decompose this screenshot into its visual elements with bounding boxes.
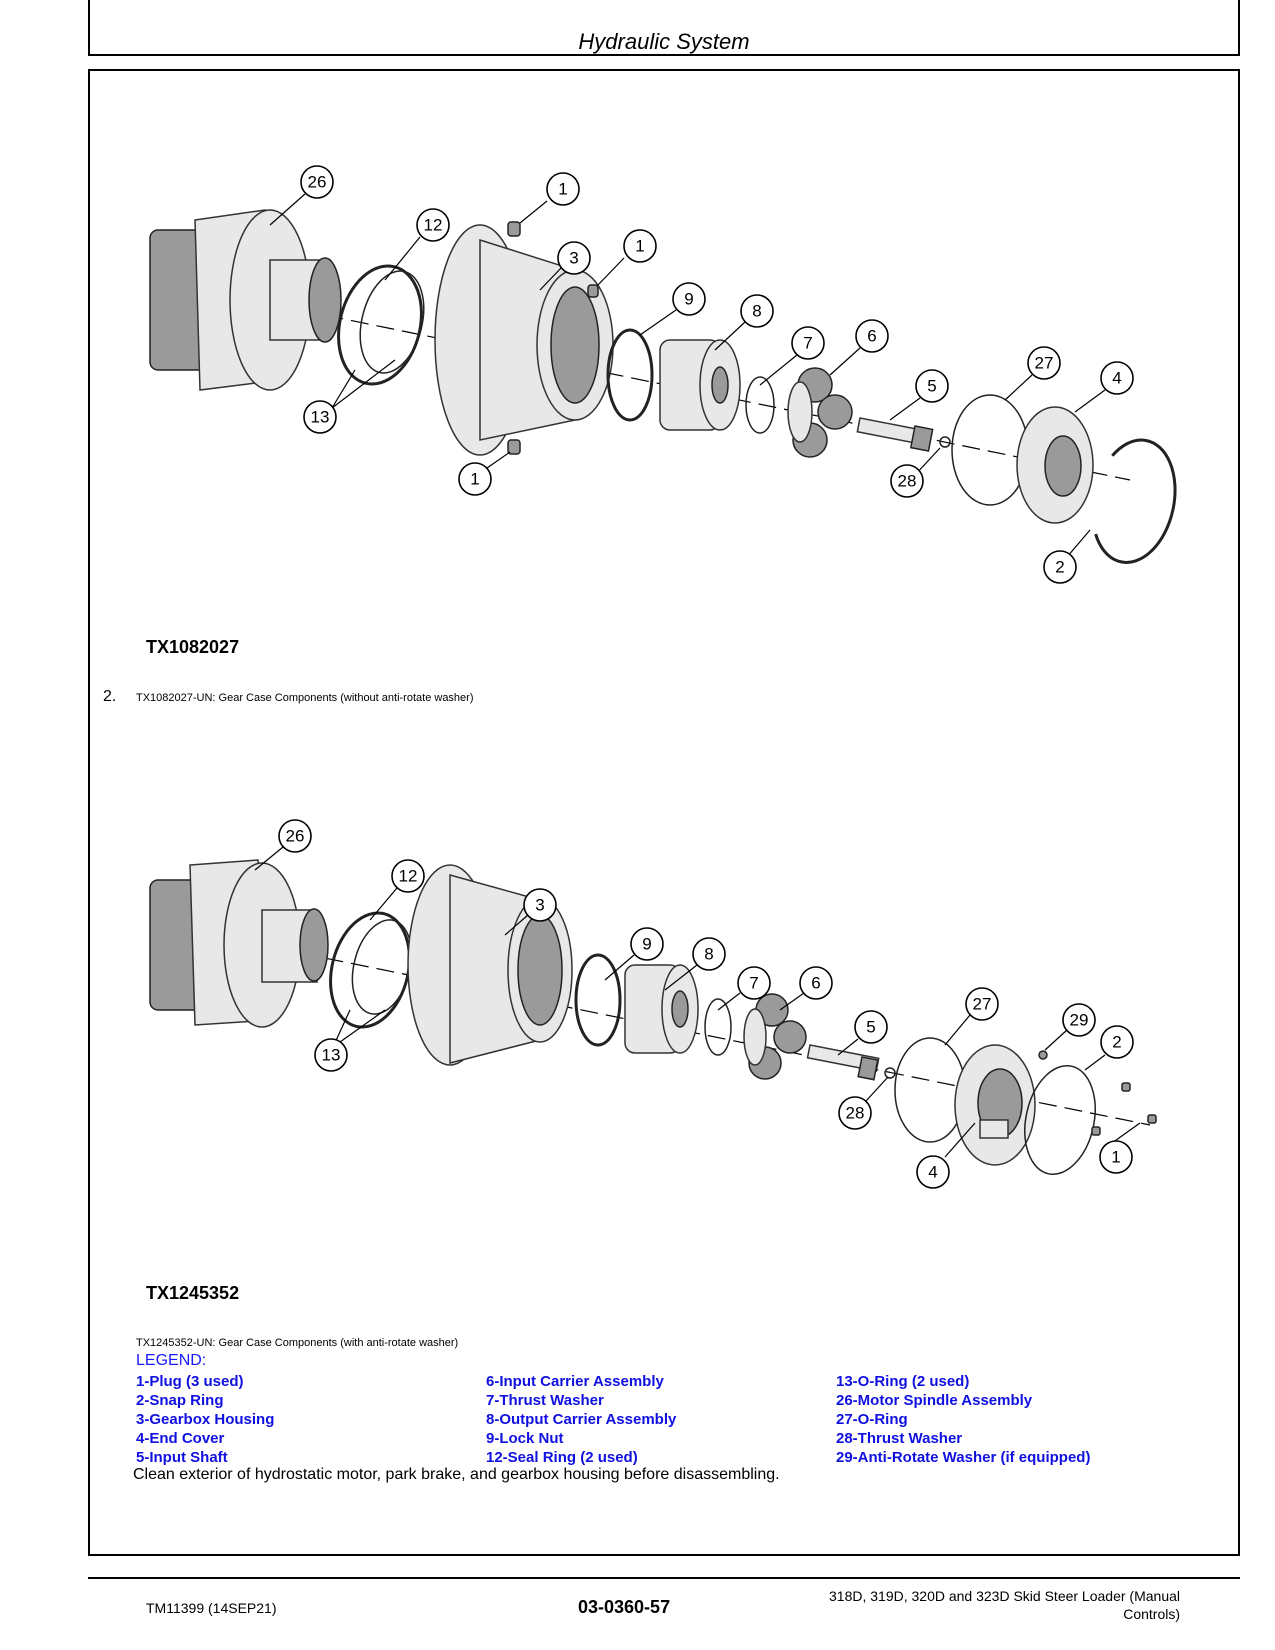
manual-title-line-1: 318D, 319D, 320D and 323D Skid Steer Loader (Manual: [829, 1588, 1180, 1604]
callout-27: [966, 988, 998, 1020]
svg-text:12: 12: [423, 215, 443, 235]
svg-text:7: 7: [803, 333, 813, 353]
manual-number: TM11399 (14SEP21): [146, 1600, 277, 1616]
header-title: Hydraulic System: [578, 29, 750, 54]
step-number: 2.: [103, 688, 117, 705]
manual-title: [760, 1587, 1180, 1623]
callout-27: [1028, 347, 1060, 379]
motor-spindle-assembly-drawing: [150, 210, 341, 390]
legend-item: 28-Thrust Washer: [836, 1430, 963, 1447]
output-carrier-drawing: [660, 340, 740, 430]
legend-item: 12-Seal Ring (2 used): [486, 1449, 638, 1466]
legend-item: 29-Anti-Rotate Washer (if equipped): [836, 1449, 1091, 1466]
callout-26: [279, 820, 311, 852]
svg-text:26: 26: [307, 172, 327, 192]
callout-2: [1044, 551, 1076, 583]
figure-id-1: TX1082027: [146, 637, 240, 657]
callout-1: [547, 173, 579, 205]
callout-5: [916, 370, 948, 402]
callout-2: [1101, 1026, 1133, 1058]
callout-13: [315, 1039, 347, 1071]
gear-case-illustration-2: [0, 805, 1275, 1205]
motor-spindle-assembly-drawing: [150, 860, 328, 1027]
svg-text:9: 9: [642, 934, 652, 954]
callout-28: [891, 465, 923, 497]
legend-item: 8-Output Carrier Assembly: [486, 1411, 677, 1428]
legend-item: 26-Motor Spindle Assembly: [836, 1392, 1033, 1409]
legend-title: LEGEND:: [136, 1352, 207, 1369]
legend-column-1: [136, 1372, 274, 1467]
legend-item: 1-Plug (3 used): [136, 1373, 244, 1390]
input-carrier-drawing: [744, 994, 806, 1079]
callout-9: [631, 928, 663, 960]
callout-4: [1101, 362, 1133, 394]
svg-text:1: 1: [470, 469, 480, 489]
callout-7: [738, 967, 770, 999]
svg-text:9: 9: [684, 289, 694, 309]
callout-6: [800, 967, 832, 999]
svg-text:3: 3: [535, 895, 545, 915]
callout-1: [1100, 1141, 1132, 1173]
svg-text:3: 3: [569, 248, 579, 268]
svg-text:1: 1: [635, 236, 645, 256]
callout-6: [856, 320, 888, 352]
svg-text:1: 1: [1111, 1147, 1121, 1167]
svg-text:6: 6: [867, 326, 877, 346]
instruction-text: Clean exterior of hydrostatic motor, park brake, and gearbox housing before disassembling.: [133, 1466, 780, 1483]
svg-text:7: 7: [749, 973, 759, 993]
legend-item: 9-Lock Nut: [486, 1430, 564, 1447]
callout-7: [792, 327, 824, 359]
svg-text:28: 28: [845, 1103, 865, 1123]
input-shaft-drawing: [857, 418, 932, 451]
svg-text:5: 5: [866, 1017, 876, 1037]
callout-4: [917, 1156, 949, 1188]
legend-item: 3-Gearbox Housing: [136, 1411, 275, 1428]
legend-item: 6-Input Carrier Assembly: [486, 1373, 664, 1390]
figure-exploded-view-2: [0, 805, 1275, 1205]
svg-text:27: 27: [972, 994, 992, 1014]
callout-12: [392, 860, 424, 892]
manual-title-line-2: Controls): [1123, 1606, 1180, 1622]
end-cover-drawing: [955, 1045, 1035, 1165]
callout-1: [459, 463, 491, 495]
svg-text:26: 26: [285, 826, 305, 846]
svg-text:6: 6: [811, 973, 821, 993]
callout-8: [741, 295, 773, 327]
svg-text:8: 8: [704, 944, 714, 964]
svg-text:28: 28: [897, 471, 917, 491]
svg-text:1: 1: [558, 179, 568, 199]
svg-text:5: 5: [927, 376, 937, 396]
legend-item: 5-Input Shaft: [136, 1449, 228, 1466]
svg-text:8: 8: [752, 301, 762, 321]
figure-caption-2: TX1245352-UN: Gear Case Components (with anti-rotate washer): [136, 1337, 459, 1349]
output-carrier-drawing: [625, 965, 698, 1053]
svg-text:12: 12: [398, 866, 418, 886]
callout-29: [1063, 1004, 1095, 1036]
legend-item: 13-O-Ring (2 used): [836, 1373, 970, 1390]
footer-divider: [88, 1577, 1240, 1579]
svg-text:27: 27: [1034, 353, 1054, 373]
figure-caption-1: TX1082027-UN: Gear Case Components (without anti-rotate washer): [136, 692, 474, 704]
legend-item: 4-End Cover: [136, 1430, 225, 1447]
gear-case-illustration-1: [0, 150, 1275, 610]
callout-26: [301, 166, 333, 198]
input-carrier-drawing: [788, 368, 852, 457]
figure-id-2: TX1245352: [146, 1283, 240, 1303]
legend-item: 27-O-Ring: [836, 1411, 908, 1428]
legend-column-2: [486, 1372, 676, 1467]
svg-text:4: 4: [1112, 368, 1122, 388]
callout-1: [624, 230, 656, 262]
svg-text:4: 4: [928, 1162, 938, 1182]
callout-3: [524, 889, 556, 921]
callout-9: [673, 283, 705, 315]
callout-13: [304, 401, 336, 433]
callout-5: [855, 1011, 887, 1043]
legend-column-3: [836, 1372, 1090, 1467]
svg-text:2: 2: [1055, 557, 1065, 577]
svg-text:29: 29: [1069, 1010, 1089, 1030]
figure-exploded-view-1: [0, 150, 1275, 610]
callout-3: [558, 242, 590, 274]
callout-12: [417, 209, 449, 241]
page-number: 03-0360-57: [578, 1597, 671, 1617]
svg-text:2: 2: [1112, 1032, 1122, 1052]
svg-text:13: 13: [310, 407, 330, 427]
page-header: [88, 0, 1240, 56]
legend-item: 7-Thrust Washer: [486, 1392, 604, 1409]
callout-28: [839, 1097, 871, 1129]
legend-item: 2-Snap Ring: [136, 1392, 224, 1409]
callout-8: [693, 938, 725, 970]
svg-text:13: 13: [321, 1045, 341, 1065]
